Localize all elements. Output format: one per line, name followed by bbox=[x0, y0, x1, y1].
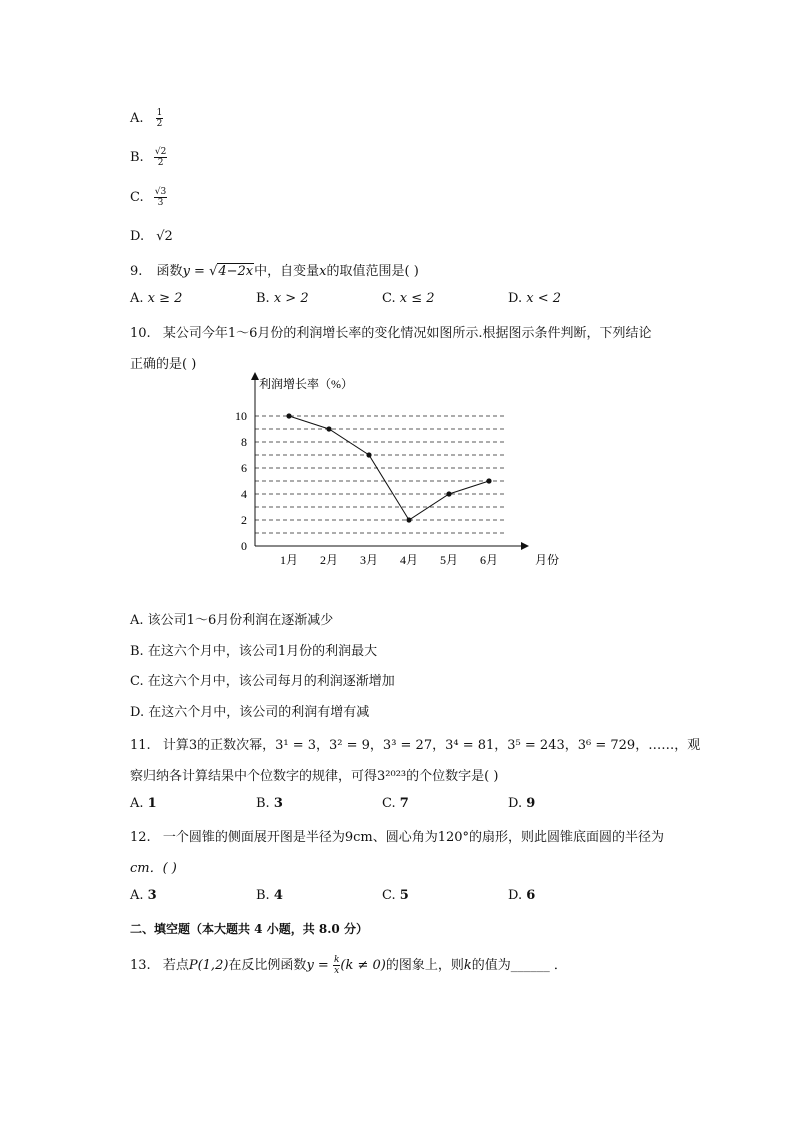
q9-option-b: B. x > 2 bbox=[256, 291, 309, 306]
y-tick-label: 4 bbox=[241, 487, 247, 501]
q8-option-a: A. $\frac{1}{2}$ bbox=[130, 108, 163, 129]
q8-option-b: B. $\frac{√2}{2}$ bbox=[130, 147, 167, 168]
q9-option-c: C. x ≤ 2 bbox=[382, 291, 435, 306]
y-tick-label: 8 bbox=[241, 435, 247, 449]
q11-option-a: A. 1 bbox=[130, 796, 157, 811]
fraction: $\frac{√2}{2}$ bbox=[154, 147, 167, 168]
question-9: 9. 函数y = √4−2x中，自变量x的取值范围是( ) bbox=[130, 264, 419, 279]
question-12-line2: cm．( ) bbox=[130, 861, 177, 876]
q9-option-a: A. x ≥ 2 bbox=[130, 291, 183, 306]
q11-option-d: D. 9 bbox=[508, 796, 536, 811]
x-tick-label: 6月 bbox=[479, 553, 499, 567]
q9-option-d: D. x < 2 bbox=[508, 291, 561, 306]
fraction: $\frac{k}{x}$ bbox=[333, 955, 340, 976]
data-point bbox=[366, 452, 371, 457]
q12-option-c: C. 5 bbox=[382, 888, 409, 903]
x-tick-label: 4月 bbox=[399, 553, 419, 567]
question-12-line1: 12. 一个圆锥的侧面展开图是半径为9cm、圆心角为120°的扇形，则此圆锥底面圆的半径为 bbox=[130, 830, 665, 845]
q12-option-d: D. 6 bbox=[508, 888, 536, 903]
data-point bbox=[286, 413, 291, 418]
y-tick-label: 10 bbox=[235, 409, 247, 423]
q11-option-b: B. 3 bbox=[256, 796, 283, 811]
x-tick-label: 5月 bbox=[439, 553, 459, 567]
y-axis-label: 利润增长率（%） bbox=[259, 377, 353, 391]
question-13: 13. 若点P(1,2)在反比例函数y = $\frac{k}{x}$ (k ≠ 0)的图象上，则k的值为______ ． bbox=[130, 955, 567, 976]
profit-growth-line-chart bbox=[225, 372, 575, 582]
x-axis-label: 月份 bbox=[535, 553, 560, 567]
y-tick-label: 0 bbox=[241, 539, 247, 553]
data-point bbox=[446, 491, 451, 496]
x-tick-label: 2月 bbox=[319, 553, 339, 567]
q8-option-c: C. $\frac{√3}{3}$ bbox=[130, 187, 167, 208]
q10-option-c: C. 在这六个月中，该公司每月的利润逐渐增加 bbox=[130, 674, 395, 689]
q10-option-d: D. 在这六个月中，该公司的利润有增有减 bbox=[130, 705, 370, 720]
y-tick-label: 6 bbox=[241, 461, 247, 475]
x-tick-label: 3月 bbox=[359, 553, 379, 567]
question-11-line2: 察归纳各计算结果中个位数字的规律，可得3²⁰²³的个位数字是( ) bbox=[130, 769, 499, 784]
x-tick-label: 1月 bbox=[279, 553, 299, 567]
q12-option-b: B. 4 bbox=[256, 888, 283, 903]
q12-option-a: A. 3 bbox=[130, 888, 157, 903]
radical: √4−2x bbox=[209, 264, 254, 279]
section-title: 二、填空题（本大题共 4 小题，共 8.0 分） bbox=[130, 922, 368, 936]
question-11-line1: 11. 计算3的正数次幂，3¹ = 3，3² = 9，3³ = 27，3⁴ = 81，3⁵ = 243，3⁶ = 729，……，观 bbox=[130, 738, 701, 753]
data-point bbox=[326, 426, 331, 431]
y-tick-label: 2 bbox=[241, 513, 247, 527]
question-10-line2: 正确的是( ) bbox=[130, 357, 197, 372]
q11-option-c: C. 7 bbox=[382, 796, 409, 811]
q8-option-d: D. √2 bbox=[130, 229, 173, 244]
question-10-line1: 10. 某公司今年1～6月份的利润增长率的变化情况如图所示.根据图示条件判断，下列结论 bbox=[130, 326, 652, 341]
fraction: $\frac{1}{2}$ bbox=[156, 108, 163, 129]
q10-option-b: B. 在这六个月中，该公司1月份的利润最大 bbox=[130, 644, 378, 659]
fraction: $\frac{√3}{3}$ bbox=[154, 187, 167, 208]
q10-option-a: A. 该公司1～6月份利润在逐渐减少 bbox=[130, 613, 334, 628]
data-point bbox=[486, 478, 491, 483]
data-point bbox=[406, 517, 411, 522]
